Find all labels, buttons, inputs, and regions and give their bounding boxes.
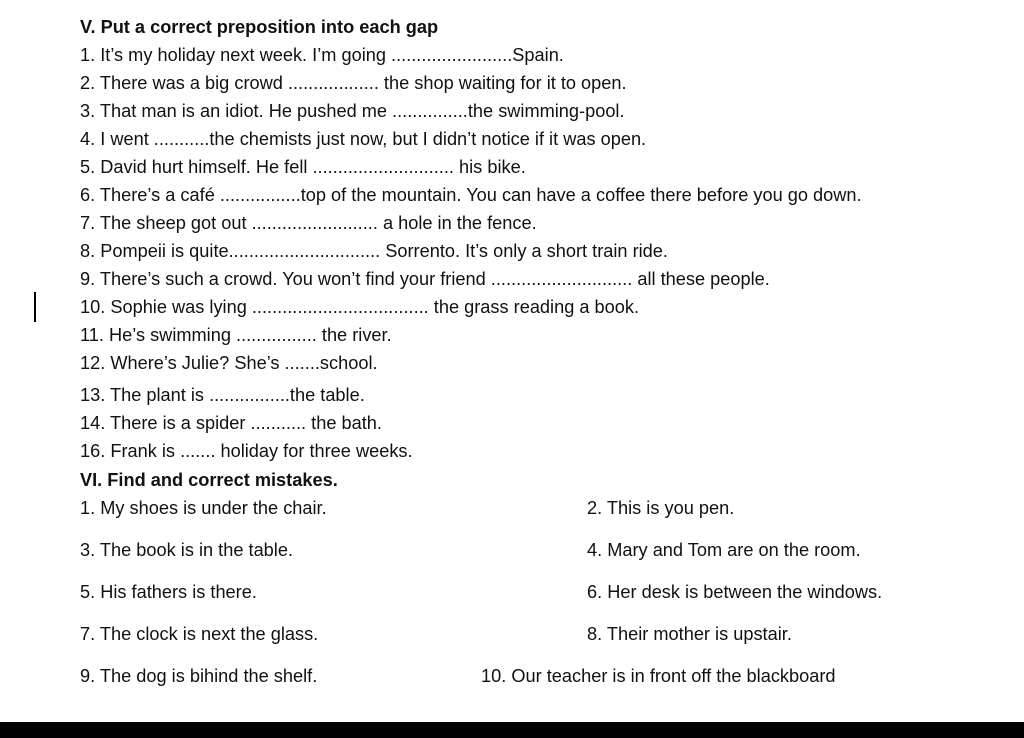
section-v-item-3: 3. That man is an idiot. He pushed me ...............the swimming-pool. [80,101,625,121]
section-v-item-5: 5. David hurt himself. He fell ............................ his bike. [80,157,526,177]
section-v-item-13: 13. The plant is ................the table. [80,385,365,405]
section-vi-item-2: 2. This is you pen. [587,498,735,518]
section-vi-item-4: 4. Mary and Tom are on the room. [587,540,861,560]
section-vi-item-8: 8. Their mother is upstair. [587,624,792,644]
section-v-item-9: 9. There’s such a crowd. You won’t find your friend ............................ all these people. [80,269,770,289]
section-v-item-2: 2. There was a big crowd .................. the shop waiting for it to open. [80,73,627,93]
section-v-item-12: 12. Where’s Julie? She’s .......school. [80,353,378,373]
section-v-item-8: 8. Pompeii is quite.............................. Sorrento. It’s only a short train ride. [80,241,668,261]
bottom-black-bar [0,722,1024,738]
section-v-item-6: 6. There’s a café ................top of the mountain. You can have a coffee there before you go down. [80,185,862,205]
section-vi-item-5: 5. His fathers is there. [80,582,257,602]
section-vi-item-3: 3. The book is in the table. [80,540,294,560]
section-vi-item-1: 1. My shoes is under the chair. [80,498,327,518]
section-v-item-10: 10. Sophie was lying ................................... the grass reading a book. [80,297,640,317]
section-vi-title: VI. Find and correct mistakes. [80,470,338,490]
section-v-item-11: 11. He’s swimming ................ the river. [80,325,392,345]
section-v-item-7: 7. The sheep got out ......................... a hole in the fence. [80,213,537,233]
section-v-title: V. Put a correct preposition into each gap [80,17,439,37]
section-vi-item-10: 10. Our teacher is in front off the blackboard [481,666,836,686]
section-vi-item-6: 6. Her desk is between the windows. [587,582,883,602]
section-v-item-14: 14. There is a spider ........... the bath. [80,413,382,433]
section-vi-item-9: 9. The dog is bihind the shelf. [80,666,318,686]
section-vi-item-7: 7. The clock is next the glass. [80,624,319,644]
section-v-item-1: 1. It’s my holiday next week. I’m going ........................Spain. [80,45,564,65]
text-cursor [34,292,36,322]
section-v-item-16: 16. Frank is ....... holiday for three weeks. [80,441,413,461]
section-v-item-4: 4. I went ...........the chemists just now, but I didn’t notice if it was open. [80,129,647,149]
